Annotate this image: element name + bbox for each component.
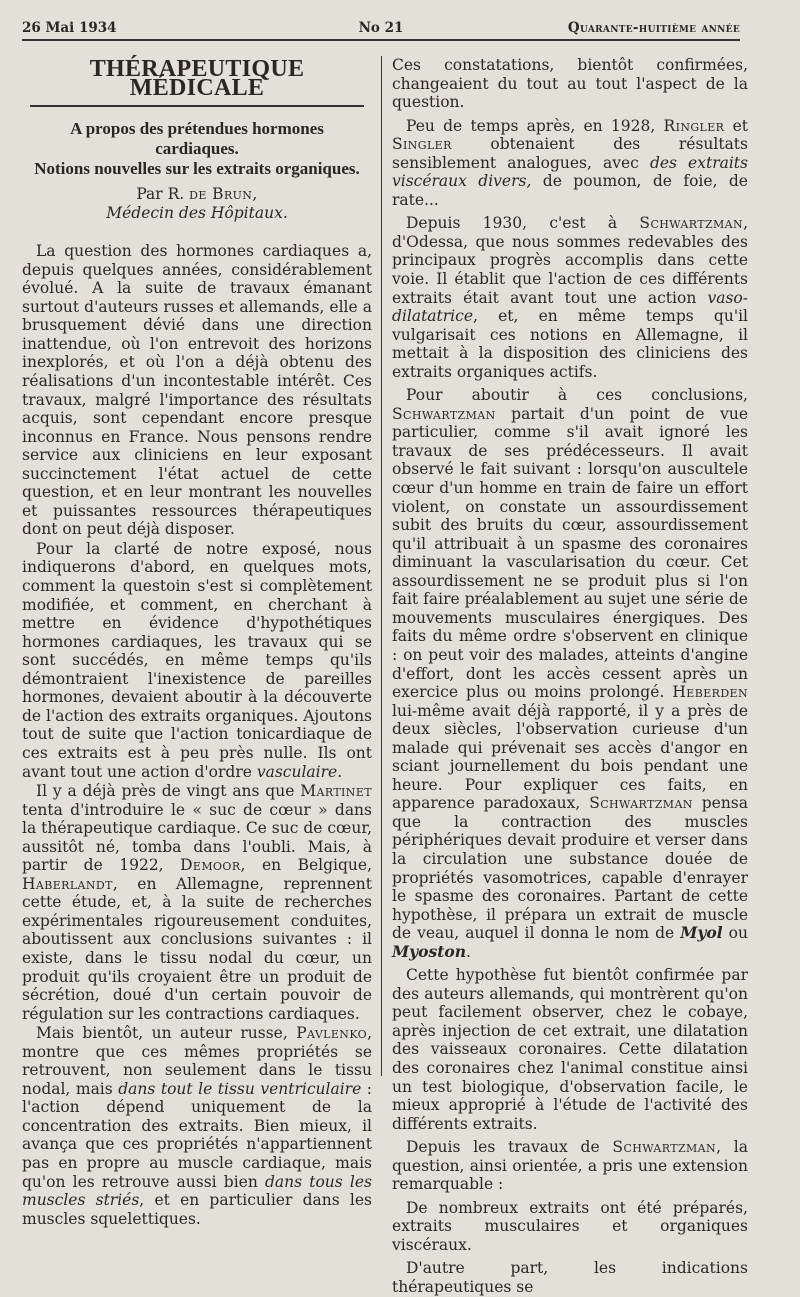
- name-ringler: Ringler: [663, 116, 725, 135]
- byline-prefix: Par: [136, 185, 168, 204]
- paragraph-3-a: Il y a déjà près de vingt ans que: [36, 782, 301, 801]
- emphasis-vaso-dilatatrice: vaso-dilatatrice: [392, 288, 748, 326]
- author-initial: R.: [167, 185, 190, 204]
- emphasis-tissu-ventriculaire: dans tout le tissu ventriculaire: [118, 1079, 362, 1098]
- article-title-line2: cardiaques.: [155, 139, 239, 159]
- paragraph-3-c: , en Belgique,: [240, 856, 373, 875]
- paragraph-r4-a: Pour aboutir à ces conclusions,: [406, 386, 748, 405]
- paragraph-r3-b: , d'Odessa, que nous sommes redevables des principaux progrès accomplis dans cette voie. Il établit que l'action de ces différents extraits était avant tout une action: [392, 214, 748, 307]
- paragraph-r3-a: Depuis 1930, c'est à: [406, 214, 640, 233]
- paragraph-r4-c: lui-même avait déjà rapporté, il y a près de deux siècles, l'observation curieuse d'un malade qui prévenait ses accès d'angor en sciant journellement du bois pendant une heure. Pour expliquer ces faits, en apparence paradoxaux,: [392, 701, 748, 813]
- header-date: 26 Mai 1934: [22, 20, 117, 36]
- paragraph-4: [22, 1024, 372, 1228]
- paragraph-r6-b: , la question, ainsi orientée, a pris une extension remarquable :: [392, 1138, 748, 1194]
- name-schwartzman: Schwartzman: [589, 794, 693, 813]
- paragraph-2: [22, 540, 372, 781]
- emphasis-muscles-stries: dans tous les muscles striés: [22, 1172, 372, 1210]
- name-heberden: Heberden: [672, 683, 748, 702]
- paragraph-4-a: Mais bientôt, un auteur russe,: [36, 1024, 297, 1043]
- name-demoor: Demoor: [180, 856, 241, 875]
- paragraph-r2-a: Peu de temps après, en 1928,: [406, 116, 664, 135]
- name-martinet: Martinet: [300, 782, 372, 801]
- paragraph-3-d: , en Allemagne, reprennent cette étude, et, à la suite de recherches expérimentales rigoureusement conduites, aboutissent aux conclusions suivantes : il existe, dans le tissu nodal du cœur, un produit qu'ils croyaient être un produit de sécrétion, doué d'un certain pouvoir de régulation sur les contractions cardiaques.: [22, 874, 372, 1023]
- paragraph-r2-d: de poumon, de foie, de rate...: [392, 172, 748, 209]
- byline: [22, 185, 372, 204]
- paragraph-r8: D'autre part, les indications thérapeutiques se: [392, 1259, 748, 1296]
- section-title: THÉRAPEUTIQUE MÉDICALE: [22, 60, 372, 103]
- header-issue: No 21: [358, 20, 404, 36]
- article-subtitle: Notions nouvelles sur les extraits organiques.: [34, 159, 360, 179]
- emphasis-extraits-visceraux: des extraits viscéraux divers,: [392, 153, 748, 191]
- paragraph-r7: De nombreux extraits ont été préparés, extraits musculaires et organiques viscéraux.: [392, 1198, 748, 1254]
- left-column: [22, 56, 372, 1228]
- paragraph-3-b: tenta d'introduire le « suc de cœur » dans la thérapeutique cardiaque. Ce suc de cœur, aussitôt né, tomba dans l'oubli. Mais, à partir de 1922,: [22, 800, 372, 875]
- paragraph-3: [22, 782, 372, 1023]
- paragraph-r6: [392, 1138, 748, 1194]
- paragraph-r5: Cette hypothèse fut bientôt confirmée par des auteurs allemands, qui montrèrent qu'on peut facilement observer, chez le cobaye, après injection de cet extrait, une dilatation des vaisseaux coronaires. Cette dilatation des coronaires chez l'animal constitue ainsi un test biologique, d'observation facile, le mieux approprié à l'étude de l'activité des différents extraits.: [392, 966, 748, 1133]
- name-pavlenko: Pavlenko: [296, 1024, 368, 1043]
- header-rule: [22, 39, 740, 41]
- paragraph-4-b: , montre que ces mêmes propriétés se retrouvent, non seulement dans le tissu nodal, mais: [22, 1024, 372, 1098]
- author-name: de Brun,: [189, 185, 258, 204]
- paragraph-r1: Ces constatations, bientôt confirmées, changeaient du tout au tout l'aspect de la question.: [392, 56, 748, 112]
- article-title: [22, 119, 372, 159]
- name-haberlandt: Haberlandt: [22, 874, 113, 893]
- paragraph-1: La question des hormones cardiaques a, depuis quelques années, considérablement évolué. A la suite de travaux émanant surtout d'auteurs russes et allemands, elle a brusquement dévié dans une direction inattendue, où l'on entrevoit des horizons inexplorés, et où l'on a déjà obtenu des réalisations d'un incontestable intérêt. Ces travaux, malgré l'importance des résultats acquis, sont cependant encore presque inconnus en France. Nous pensons rendre service aux cliniciens en leur exposant succinctement l'état actuel de cette question, et en leur montrant les nouvelles et puissantes ressources thérapeutiques dont on peut déjà disposer.: [22, 242, 372, 539]
- author-role: Médecin des Hôpitaux.: [106, 203, 288, 222]
- paragraph-2-end: .: [337, 762, 343, 781]
- paragraph-r4-d: pensa que la contraction des muscles périphériques devait produire et verser dans la circulation une substance douée de propriétés vasomotrices, capable d'enrayer le spasme des coronaires. Partant de cette hypothèse, il prépara un extrait de muscle de veau, auquel il donna le nom de: [392, 794, 748, 943]
- product-myoston: Myoston: [392, 941, 466, 961]
- paragraph-r6-a: Depuis les travaux de: [406, 1138, 613, 1157]
- emphasis-vasculaire: vasculaire: [256, 762, 338, 781]
- paragraph-r4-b: partait d'un point de vue particulier, comme s'il avait ignoré les travaux de ses prédécesseurs. Il avait observé le fait suivant : lorsqu'on auscultele cœur d'un homme en train de faire un effort violent, on constate un assourdissement subit des bruits du cœur, assourdissement qu'il attribuait à un spasme des coronaires diminuant la vascularisation du cœur. Cet assourdissement ne se produit plus si l'on fait faire préalablement au sujet une série de mouvements musculaires énergiques. Des faits du même ordre s'observent en clinique : on peut voir des malades, atteints d'angine d'effort, dont les accès cessent après un exercice plus ou moins prolongé.: [392, 404, 748, 702]
- paragraph-r4-end: .: [466, 942, 471, 961]
- paragraph-r3: [392, 214, 748, 381]
- product-myol: Myol: [680, 923, 723, 943]
- right-column: [392, 56, 748, 1297]
- column-divider: [381, 56, 382, 1076]
- paragraph-4-c: : l'action dépend uniquement de la concentration des extraits. Bien mieux, il avança que ces propriétés n'appartiennent pas en propre au muscle cardiaque, mais qu'on les retrouve aussi bien: [22, 1079, 372, 1191]
- header-year: Quarante-huitième année: [567, 20, 740, 36]
- paragraph-2-text: Pour la clarté de notre exposé, nous indiquerons d'abord, en quelques mots, comment la questoin s'est si complètement modifiée, et comment, en cherchant à mettre en évidence d'hypothétiques hormones cardiaques, les travaux qui se sont succédés, en même temps qu'ils démontraient l'inexistence de pareilles hormones, devaient aboutir à la découverte de l'action des extraits organiques. Ajoutons tout de suite que l'action tonicardiaque de ces extraits est à peu près nulle. Ils ont avant tout une action d'ordre: [22, 539, 372, 781]
- paragraph-r4: [392, 386, 748, 961]
- paragraph-r2-b: et: [724, 116, 748, 135]
- paragraph-4-d: , et en particulier dans les muscles squelettiques.: [22, 1191, 372, 1228]
- name-singler: Singler: [392, 135, 452, 154]
- running-header: [22, 16, 740, 40]
- paragraph-r2-c: obtenaient des résultats sensiblement analogues, avec: [392, 135, 748, 172]
- paragraph-r2: [392, 117, 748, 210]
- paragraph-r3-c: , et, en même temps qu'il vulgarisait ces notions en Allemagne, il mettait à la disposition des cliniciens des extraits organiques actifs.: [392, 307, 748, 381]
- paragraph-r4-ou: ou: [722, 924, 748, 943]
- article-title-line1: A propos des prétendues hormones: [70, 119, 324, 139]
- name-schwartzman: Schwartzman: [639, 214, 744, 233]
- name-schwartzman: Schwartzman: [392, 404, 496, 423]
- name-schwartzman: Schwartzman: [612, 1138, 717, 1157]
